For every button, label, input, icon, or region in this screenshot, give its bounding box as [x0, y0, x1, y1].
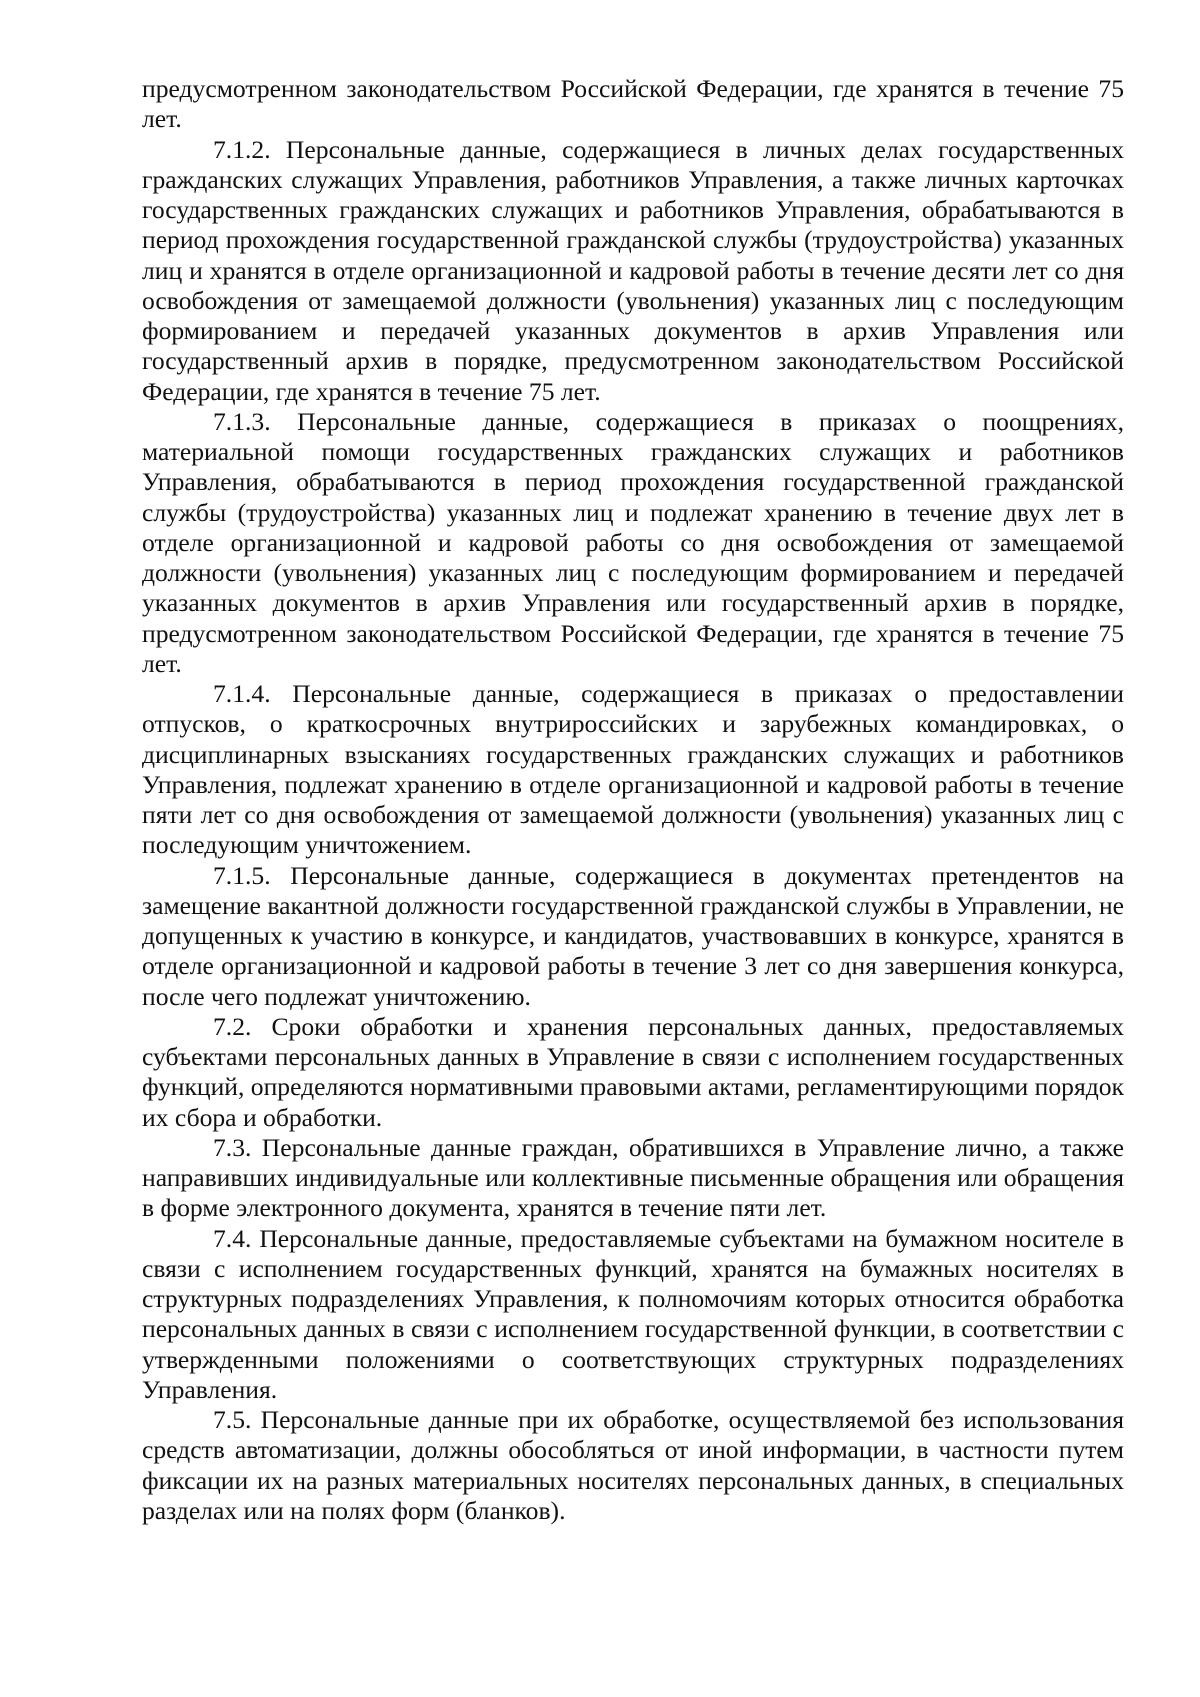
paragraph-7-3: 7.3. Персональные данные граждан, обратившихся в Управление лично, а также направивших индивидуальные или коллективные письменные обращения или обращения в форме электронного документа, хранятся в течение пяти лет.: [142, 1132, 1124, 1223]
paragraph-continuation: предусмотренном законодательством Российской Федерации, где хранятся в течение 75 лет.: [142, 74, 1124, 134]
paragraph-7-1-5: 7.1.5. Персональные данные, содержащиеся в документах претендентов на замещение вакантной должности государственной гражданской службы в Управлении, не допущенных к участию в конкурсе, и кандидатов, участвовавших в конкурсе, хранятся в отделе организационной и кадровой работы в течение 3 лет со дня завершения конкурса, после чего подлежат уничтожению.: [142, 860, 1124, 1011]
paragraph-7-1-2: 7.1.2. Персональные данные, содержащиеся в личных делах государственных гражданских служащих Управления, работников Управления, а также личных карточках государственных гражданских служащих и работников Управления, обрабатываются в период прохождения государственной гражданской службы (трудоустройства) указанных лиц и хранятся в отделе организационной и кадровой работы в течение десяти лет со дня освобождения от замещаемой должности (увольнения) указанных лиц с последующим формированием и передачей указанных документов в архив Управления или государственный архив в порядке, предусмотренном законодательством Российской Федерации, где хранятся в течение 75 лет.: [142, 134, 1124, 406]
paragraph-7-5: 7.5. Персональные данные при их обработке, осуществляемой без использования средств автоматизации, должны обособляться от иной информации, в частности путем фиксации их на разных материальных носителях персональных данных, в специальных разделах или на полях форм (бланков).: [142, 1405, 1124, 1525]
paragraph-7-2: 7.2. Сроки обработки и хранения персональных данных, предоставляемых субъектами персональных данных в Управление в связи с исполнением государственных функций, определяются нормативными правовыми актами, регламентирующими порядок их сбора и обработки.: [142, 1011, 1124, 1132]
paragraph-7-1-4: 7.1.4. Персональные данные, содержащиеся в приказах о предоставлении отпусков, о краткосрочных внутрироссийских и зарубежных командировках, о дисциплинарных взысканиях государственных гражданских служащих и работников Управления, подлежат хранению в отделе организационной и кадровой работы в течение пяти лет со дня освобождения от замещаемой должности (увольнения) указанных лиц с последующим уничтожением.: [142, 679, 1124, 860]
paragraph-7-1-3: 7.1.3. Персональные данные, содержащиеся в приказах о поощрениях, материальной помощи государственных гражданских служащих и работников Управления, обрабатываются в период прохождения государственной гражданской службы (трудоустройства) указанных лиц и подлежат хранению в течение двух лет в отделе организационной и кадровой работы со дня освобождения от замещаемой должности (увольнения) указанных лиц с последующим формированием и передачей указанных документов в архив Управления или государственный архив в порядке, предусмотренном законодательством Российской Федерации, где хранятся в течение 75 лет.: [142, 406, 1124, 678]
document-page: [142, 74, 1124, 1526]
paragraph-7-4: 7.4. Персональные данные, предоставляемые субъектами на бумажном носителе в связи с исполнением государственных функций, хранятся на бумажных носителях в структурных подразделениях Управления, к полномочиям которых относится обработка персональных данных в связи с исполнением государственной функции, в соответствии с утвержденными положениями о соответствующих структурных подразделениях Управления.: [142, 1223, 1124, 1404]
